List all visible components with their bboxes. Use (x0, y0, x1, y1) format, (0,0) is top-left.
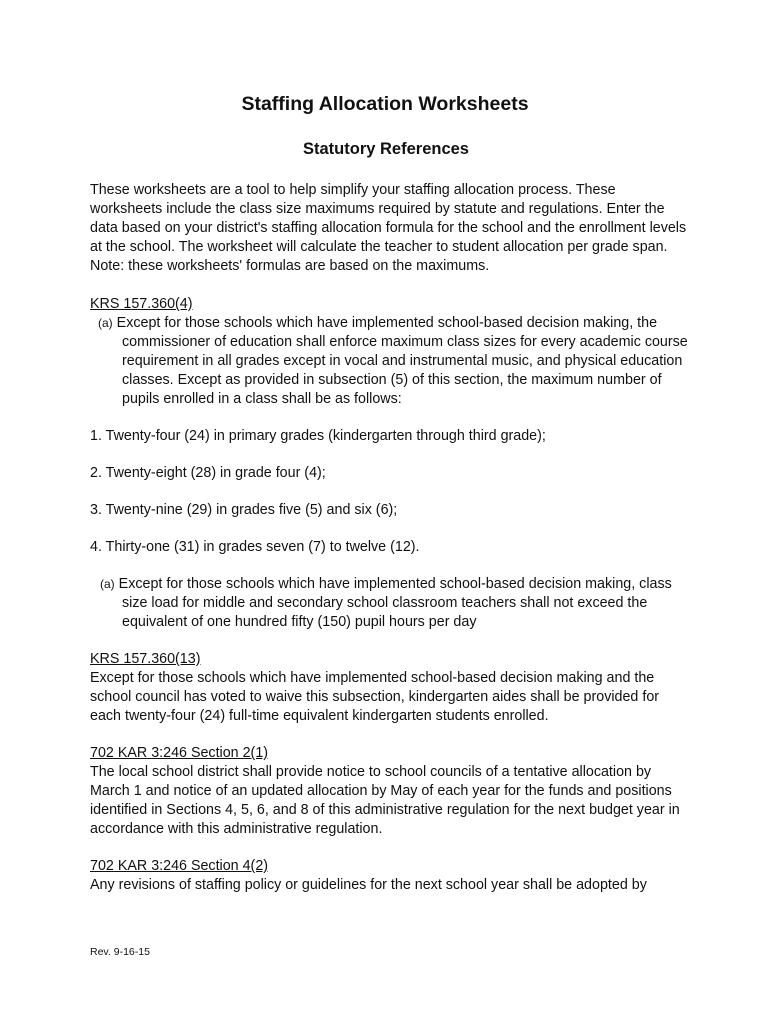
krs-157-360-13-heading: KRS 157.360(13) (90, 651, 201, 667)
kar-3-246-section-2-1-heading: 702 KAR 3:246 Section 2(1) (90, 745, 269, 761)
intro-paragraph: These worksheets are a tool to help simplify your staffing allocation process. These worksheets include the class size maximums required by statute and regulations. Enter the data based on your district's staffing allocation formula for the school and the enrollment levels at the school. The worksheet will calculate the teacher to student allocation per grade span. Note: these worksheets' formulas are based on the maximums. (90, 182, 687, 274)
krs-4-item-b-text: Except for those schools which have implemented school-based decision making, class size load for middle and secondary school classroom teachers shall not exceed the equivalent of one hundred fifty (150) pupil hours per day (118, 576, 672, 630)
list-item: 3. Twenty-nine (29) in grades five (5) and six (6); (90, 502, 398, 518)
list-item: 4. Thirty-one (31) in grades seven (7) to twelve (12). (90, 539, 420, 555)
document-subtitle: Statutory References (303, 140, 469, 158)
revision-footer: Rev. 9-16-15 (90, 946, 150, 958)
list-item: 1. Twenty-four (24) in primary grades (kindergarten through third grade); (90, 428, 546, 444)
document-body (90, 181, 690, 895)
krs-4-item-a-marker: (a) (98, 316, 113, 330)
list-item: 2. Twenty-eight (28) in grade four (4); (90, 465, 326, 481)
krs-4-item-a-text: Except for those schools which have implemented school-based decision making, the commissioner of education shall enforce maximum class sizes for every academic course requirement in all grades except in vocal and instrumental music, and physical education classes. Except as provided in subsection (5) of this section, the maximum number of pupils enrolled in a class shall be as follows: (116, 315, 688, 407)
document-title: Staffing Allocation Worksheets (241, 93, 529, 115)
kar-4-2-paragraph: Any revisions of staffing policy or guidelines for the next school year shall be adopted by (90, 877, 647, 893)
krs-157-360-4-heading: KRS 157.360(4) (90, 296, 193, 312)
krs-4-item-a (90, 314, 690, 409)
krs-4-item-b-marker: (a) (100, 577, 115, 591)
krs-4-item-b (90, 575, 690, 632)
kar-2-1-paragraph: The local school district shall provide notice to school councils of a tentative allocation by March 1 and notice of an updated allocation by May of each year for the funds and positions identified in Sections 4, 5, 6, and 8 of this administrative regulation for the next budget year in accordance with this administrative regulation. (90, 764, 680, 837)
kar-3-246-section-4-2-heading: 702 KAR 3:246 Section 4(2) (90, 858, 269, 874)
krs-13-paragraph: Except for those schools which have implemented school-based decision making and the school council has voted to waive this subsection, kindergarten aides shall be provided for each twenty-four (24) full-time equivalent kindergarten students enrolled. (90, 670, 660, 724)
